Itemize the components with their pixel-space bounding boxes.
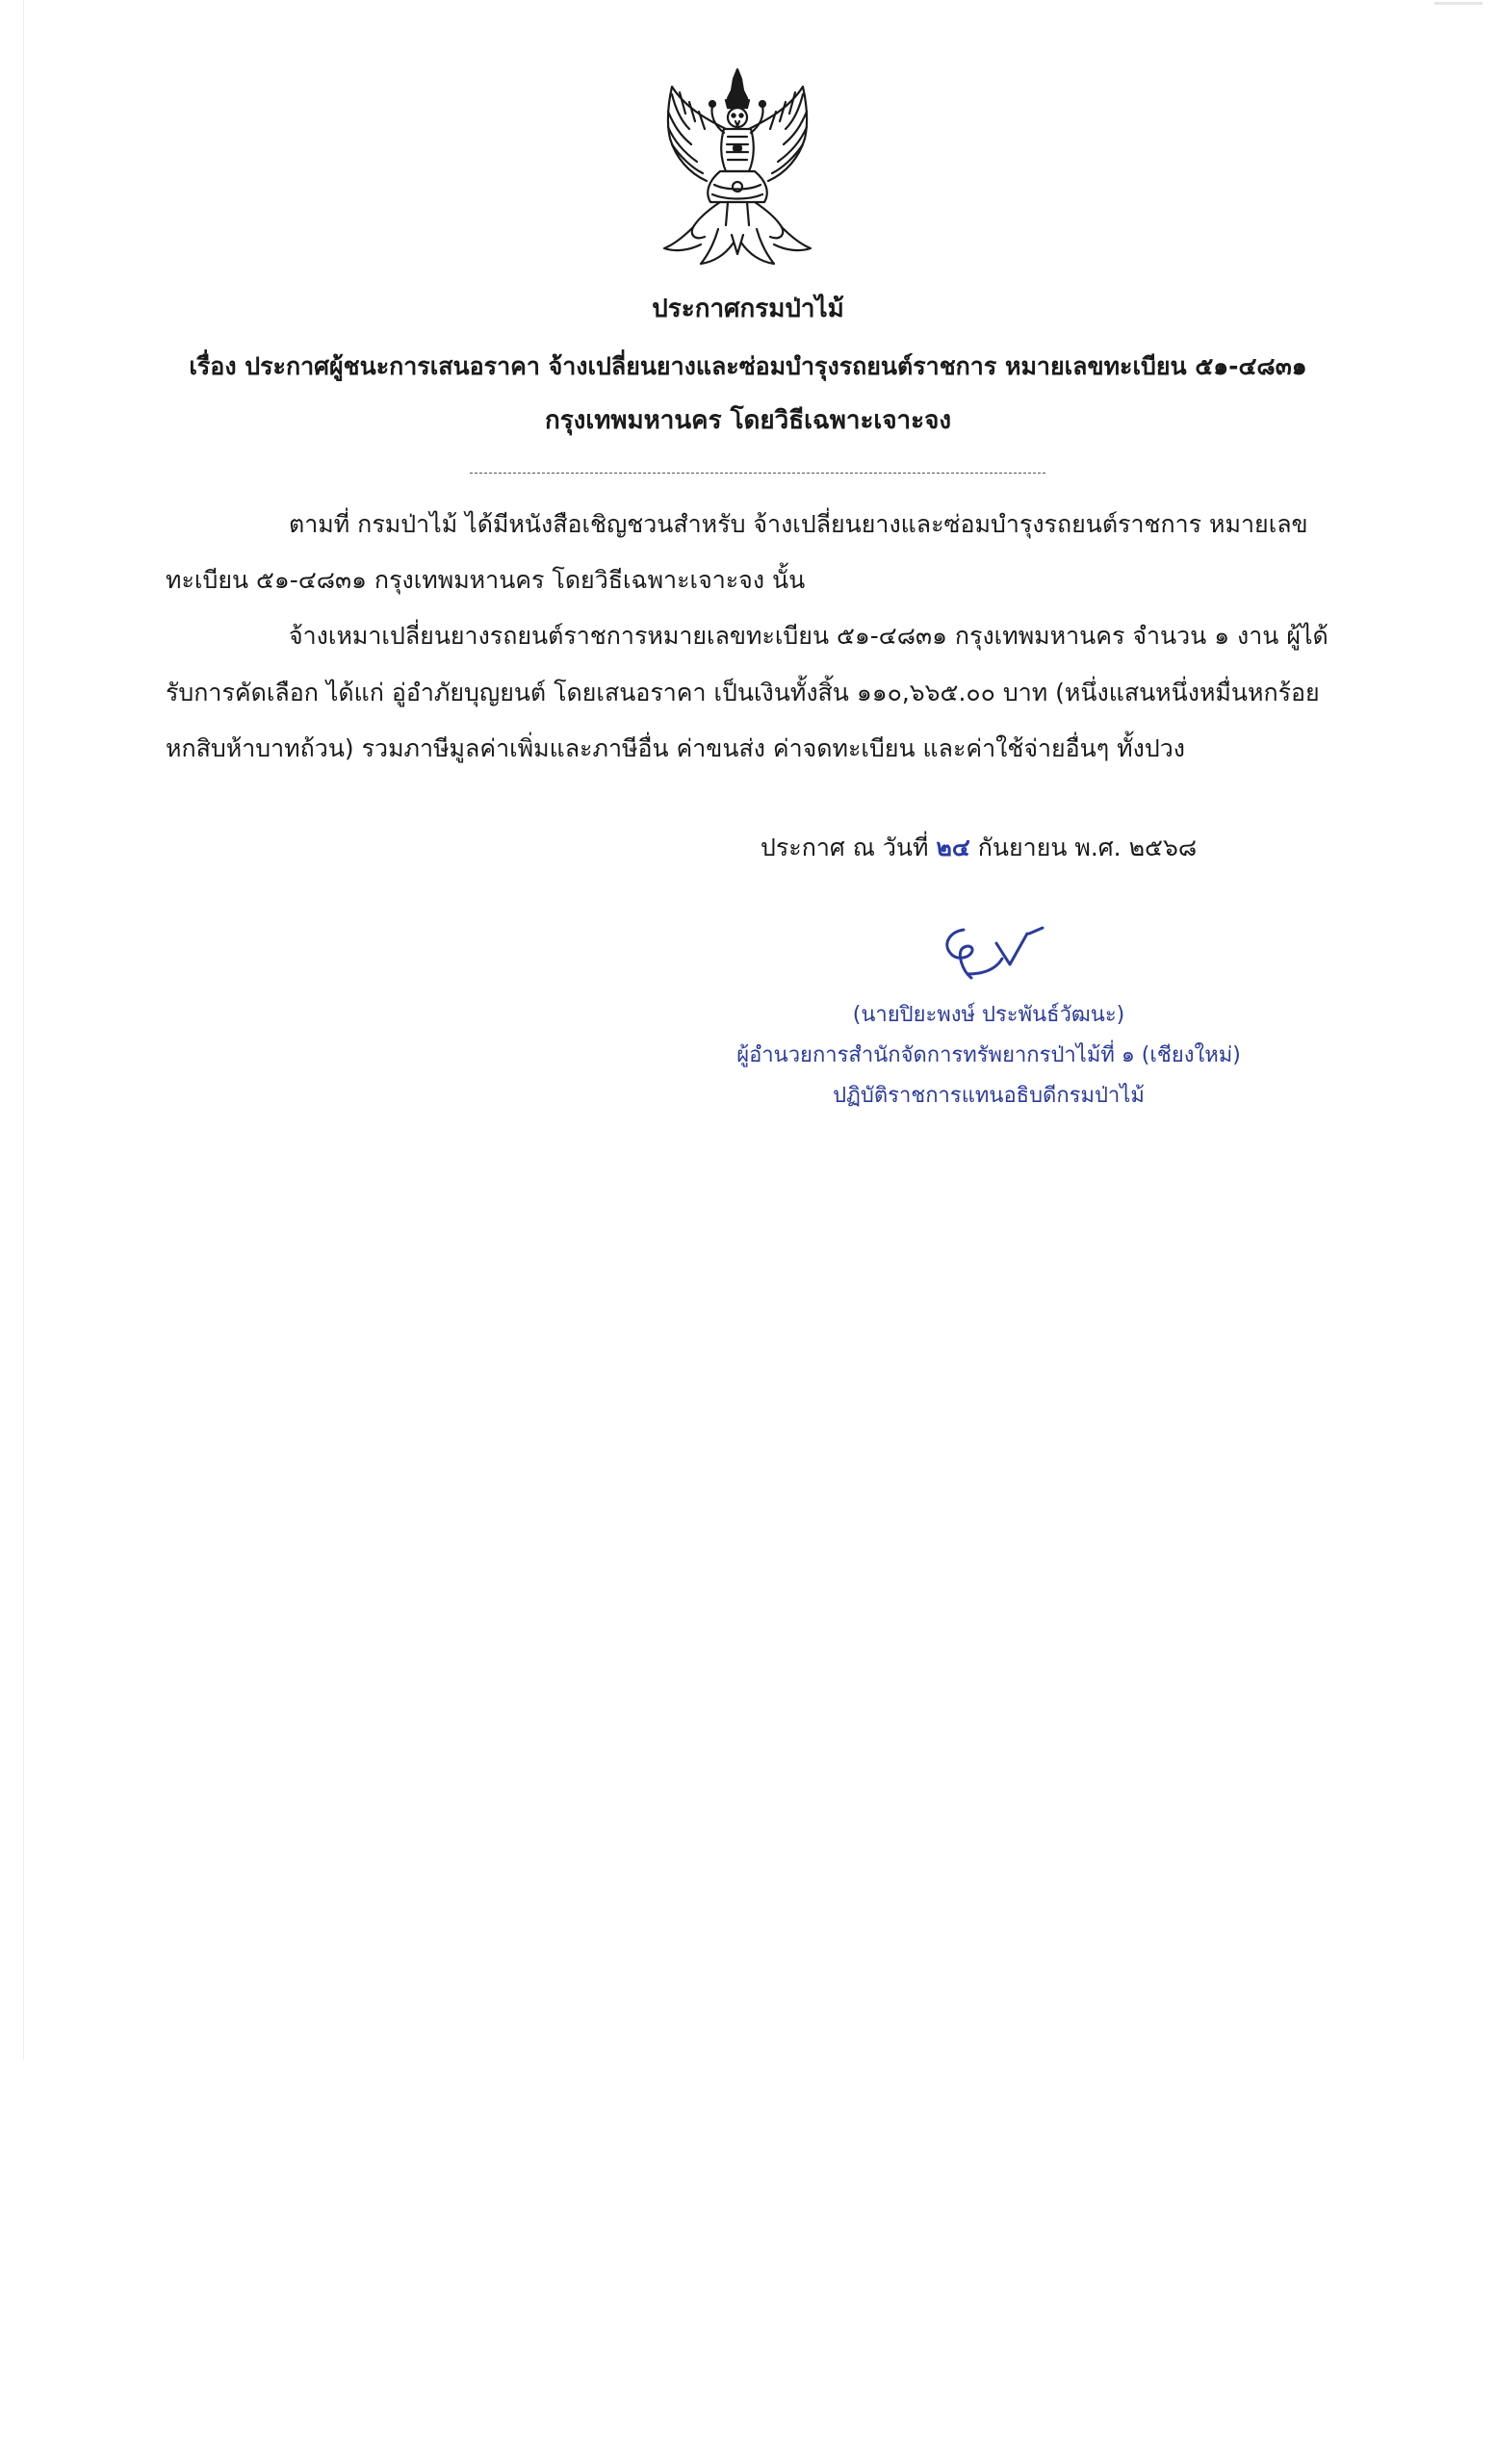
document-subject: เรื่อง ประกาศผู้ชนะการเสนอราคา จ้างเปลี่ยนยางและซ่อมบำรุงรถยนต์ราชการ หมายเลขทะเบียน ๕๑-๔๘๓๑ bbox=[189, 352, 1307, 380]
paragraph-1-line-2: ทะเบียน ๕๑-๔๘๓๑ กรุงเทพมหานคร โดยวิธีเฉพาะเจาะจง นั้น bbox=[166, 566, 806, 594]
paragraph-2-line-3: หกสิบห้าบาทถ้วน) รวมภาษีมูลค่าเพิ่มและภาษีอื่น ค่าขนส่ง ค่าจดทะเบียน และค่าใช้จ่ายอื่นๆ ทั้งปวง bbox=[166, 734, 1185, 762]
signatory-position: ผู้อำนวยการสำนักจัดการทรัพยากรป่าไม้ที่ ๑ (เชียงใหม่) bbox=[736, 1043, 1241, 1067]
garuda-emblem-icon bbox=[651, 65, 824, 272]
signatory-name: (นายปิยะพงษ์ ประพันธ์วัฒนะ) bbox=[852, 1003, 1125, 1027]
date-day: ๒๔ bbox=[936, 834, 970, 861]
announcement-date bbox=[761, 832, 1197, 864]
paragraph-2-line-2: รับการคัดเลือก ได้แก่ อู่อำภัยบุญยนต์ โดยเสนอราคา เป็นเงินทั้งสิ้น ๑๑๐,๖๖๕.๐๐ บาท (หนึ่งแสนหนึ่งหมื่นหกร้อย bbox=[166, 679, 1320, 706]
handwritten-signature-icon bbox=[929, 914, 1054, 991]
header-divider bbox=[470, 473, 1045, 474]
paragraph-1-line-1: ตามที่ กรมป่าไม้ ได้มีหนังสือเชิญชวนสำหรับ จ้างเปลี่ยนยางและซ่อมบำรุงรถยนต์ราชการ หมายเลข bbox=[289, 510, 1308, 538]
date-prefix: ประกาศ ณ วันที่ bbox=[761, 834, 929, 861]
scan-corner-mark bbox=[1434, 2, 1483, 5]
document-subject-continued: กรุงเทพมหานคร โดยวิธีเฉพาะเจาะจง bbox=[544, 406, 952, 435]
signatory-acting-role: ปฏิบัติราชการแทนอธิบดีกรมป่าไม้ bbox=[833, 1084, 1145, 1108]
document-title: ประกาศกรมป่าไม้ bbox=[652, 295, 844, 323]
date-month-year: กันยายน พ.ศ. ๒๕๖๘ bbox=[977, 834, 1198, 861]
paragraph-2-line-1: จ้างเหมาเปลี่ยนยางรถยนต์ราชการหมายเลขทะเบียน ๕๑-๔๘๓๑ กรุงเทพมหานคร จำนวน ๑ งาน ผู้ได้ bbox=[289, 622, 1328, 650]
